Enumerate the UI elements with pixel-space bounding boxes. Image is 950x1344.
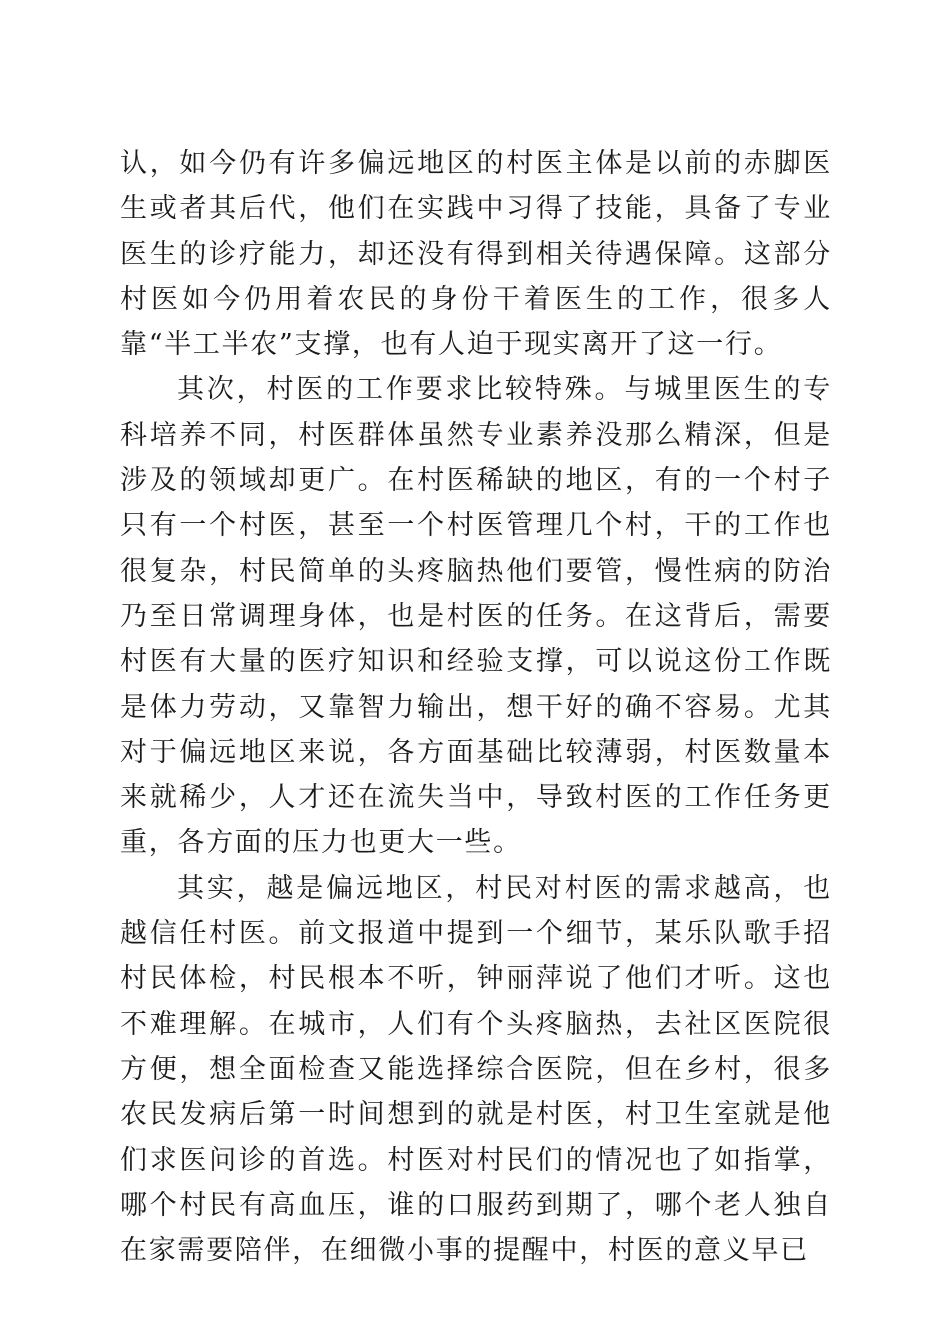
document-body [120,141,832,1273]
paragraph-continuation: 认，如今仍有许多偏远地区的村医主体是以前的赤脚医生或者其后代，他们在实践中习得了技能，具备了专业医生的诊疗能力，却还没有得到相关待遇保障。这部分村医如今仍用着农民的身份干着医生的工作，很多人靠“半工半农”支撑，也有人迫于现实离开了这一行。 [120,148,832,361]
paragraph-village-trust: 其实，越是偏远地区，村民对村医的需求越高，也越信任村医。前文报道中提到一个细节，某乐队歌手招村民体检，村民根本不听，钟丽萍说了他们才听。这也不难理解。在城市，人们有个头疼脑热，去社区医院很方便，想全面检查又能选择综合医院，但在乡村，很多农民发病后第一时间想到的就是村医，村卫生室就是他们求医问诊的首选。村医对村民们的情况也了如指掌，哪个村民有高血压，谁的口服药到期了，哪个老人独自在家需要陪伴，在细微小事的提醒中，村医的意义早已 [120,872,832,1267]
paragraph-second-point: 其次，村医的工作要求比较特殊。与城里医生的专科培养不同，村医群体虽然专业素养没那么精深，但是涉及的领域却更广。在村医稀缺的地区，有的一个村子只有一个村医，甚至一个村医管理几个村，干的工作也很复杂，村民简单的头疼脑热他们要管，慢性病的防治乃至日常调理身体，也是村医的任务。在这背后，需要村医有大量的医疗知识和经验支撑，可以说这份工作既是体力劳动，又靠智力输出，想干好的确不容易。尤其对于偏远地区来说，各方面基础比较薄弱，村医数量本来就稀少，人才还在流失当中，导致村医的工作任务更重，各方面的压力也更大一些。 [120,374,832,859]
